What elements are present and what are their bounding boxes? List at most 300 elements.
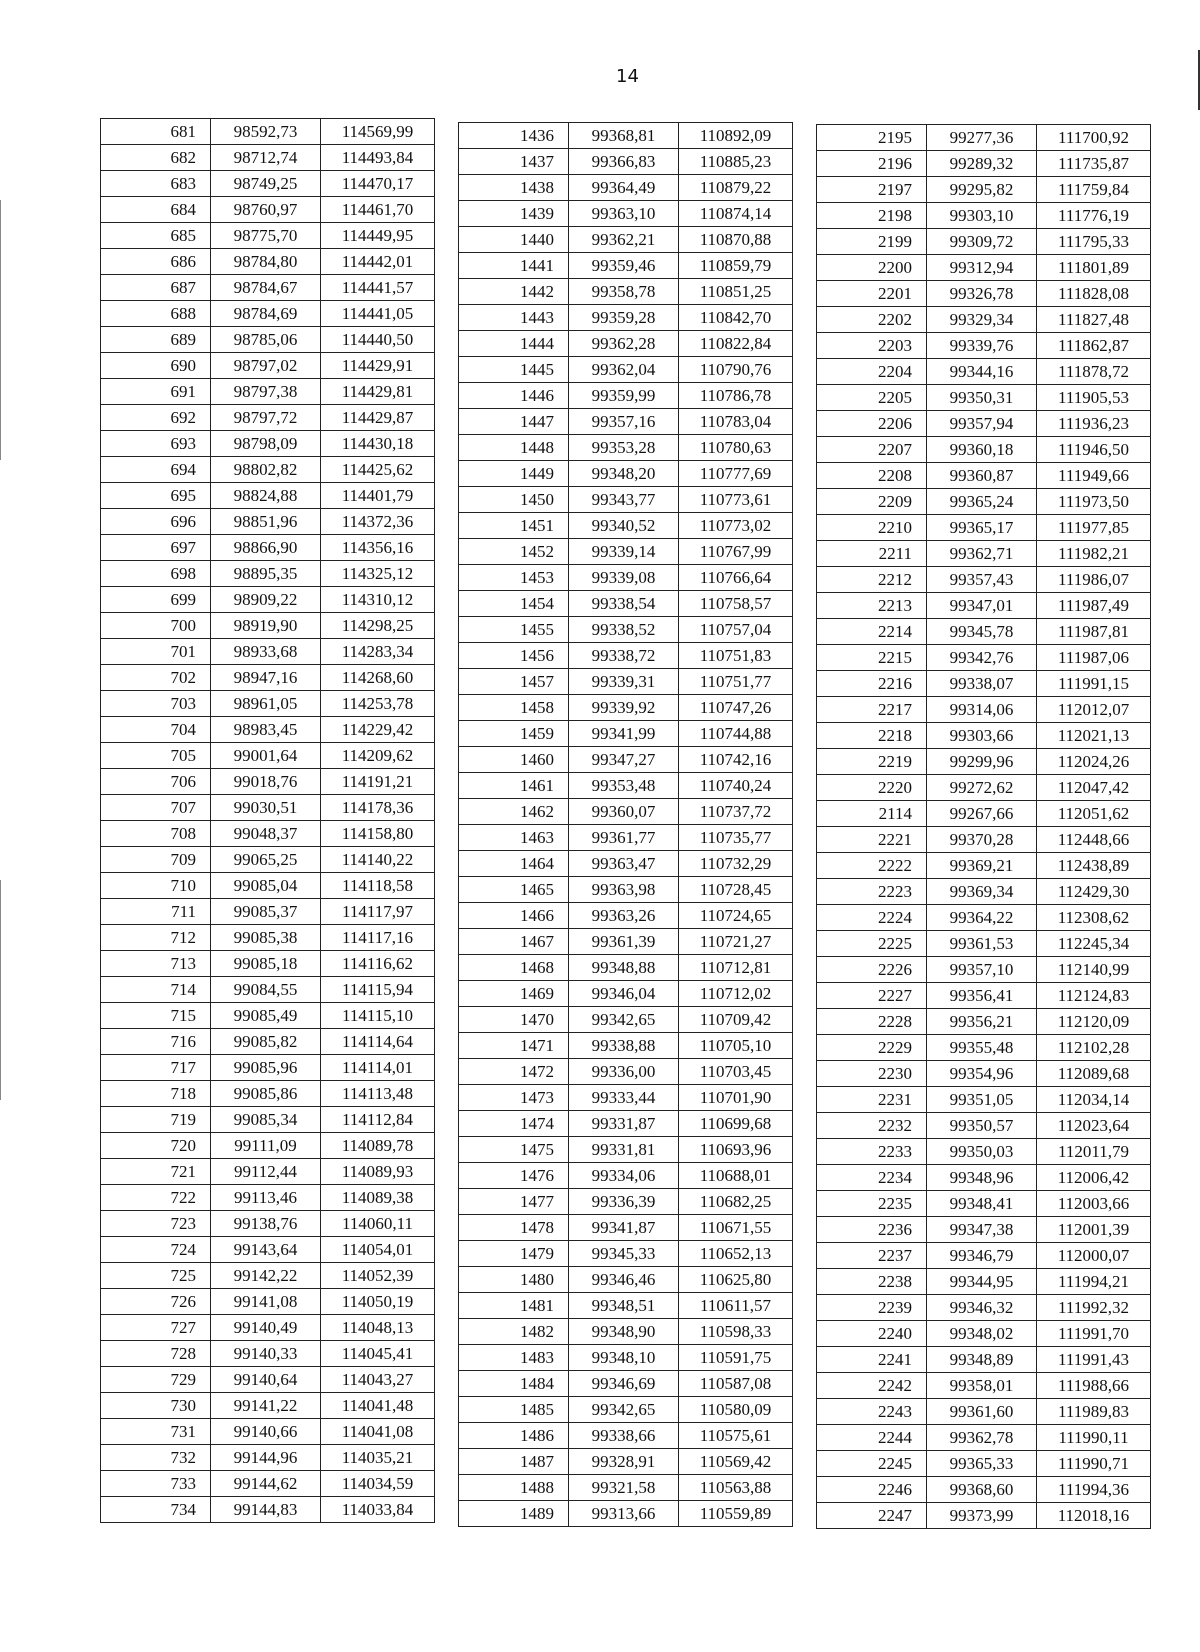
table-row [459, 1189, 793, 1215]
y-coordinate-cell: 110822,84 [679, 331, 793, 357]
x-coordinate-cell: 99338,66 [569, 1423, 679, 1449]
y-coordinate-cell: 111990,11 [1037, 1425, 1151, 1451]
y-coordinate-cell: 114035,21 [321, 1445, 435, 1471]
x-coordinate-cell: 99344,16 [927, 359, 1037, 385]
x-coordinate-cell: 98909,22 [211, 587, 321, 613]
x-coordinate-cell: 99140,33 [211, 1341, 321, 1367]
y-coordinate-cell: 114116,62 [321, 951, 435, 977]
table-row [101, 613, 435, 639]
x-coordinate-cell: 99295,82 [927, 177, 1037, 203]
point-number-cell: 719 [101, 1107, 211, 1133]
point-number-cell: 1447 [459, 409, 569, 435]
y-coordinate-cell: 110688,01 [679, 1163, 793, 1189]
point-number-cell: 1477 [459, 1189, 569, 1215]
point-number-cell: 696 [101, 509, 211, 535]
point-number-cell: 2221 [817, 827, 927, 853]
x-coordinate-cell: 99362,04 [569, 357, 679, 383]
table-row [459, 747, 793, 773]
x-coordinate-cell: 99348,88 [569, 955, 679, 981]
table-row [817, 489, 1151, 515]
point-number-cell: 2226 [817, 957, 927, 983]
table-row [459, 1137, 793, 1163]
point-number-cell: 708 [101, 821, 211, 847]
table-row [101, 1211, 435, 1237]
x-coordinate-cell: 98712,74 [211, 145, 321, 171]
table-row [817, 645, 1151, 671]
x-coordinate-cell: 99360,18 [927, 437, 1037, 463]
x-coordinate-cell: 99354,96 [927, 1061, 1037, 1087]
x-coordinate-cell: 99111,09 [211, 1133, 321, 1159]
x-coordinate-cell: 99085,18 [211, 951, 321, 977]
x-coordinate-cell: 99144,83 [211, 1497, 321, 1523]
x-coordinate-cell: 99338,88 [569, 1033, 679, 1059]
point-number-cell: 730 [101, 1393, 211, 1419]
table-row [459, 253, 793, 279]
x-coordinate-cell: 99289,32 [927, 151, 1037, 177]
y-coordinate-cell: 111987,81 [1037, 619, 1151, 645]
table-row [817, 1165, 1151, 1191]
x-coordinate-cell: 99357,94 [927, 411, 1037, 437]
point-number-cell: 1482 [459, 1319, 569, 1345]
table-row [101, 561, 435, 587]
point-number-cell: 687 [101, 275, 211, 301]
point-number-cell: 2114 [817, 801, 927, 827]
point-number-cell: 2220 [817, 775, 927, 801]
point-number-cell: 1454 [459, 591, 569, 617]
y-coordinate-cell: 112003,66 [1037, 1191, 1151, 1217]
x-coordinate-cell: 99363,26 [569, 903, 679, 929]
point-number-cell: 2241 [817, 1347, 927, 1373]
y-coordinate-cell: 111801,89 [1037, 255, 1151, 281]
x-coordinate-cell: 99357,16 [569, 409, 679, 435]
table-row [459, 1215, 793, 1241]
y-coordinate-cell: 111987,06 [1037, 645, 1151, 671]
table-row [817, 333, 1151, 359]
point-number-cell: 733 [101, 1471, 211, 1497]
y-coordinate-cell: 112011,79 [1037, 1139, 1151, 1165]
x-coordinate-cell: 99361,60 [927, 1399, 1037, 1425]
y-coordinate-cell: 110709,42 [679, 1007, 793, 1033]
point-number-cell: 2195 [817, 125, 927, 151]
table-row [101, 1393, 435, 1419]
y-coordinate-cell: 112023,64 [1037, 1113, 1151, 1139]
table-row [459, 565, 793, 591]
table-row [101, 1263, 435, 1289]
x-coordinate-cell: 99356,41 [927, 983, 1037, 1009]
point-number-cell: 1448 [459, 435, 569, 461]
x-coordinate-cell: 99359,46 [569, 253, 679, 279]
point-number-cell: 2205 [817, 385, 927, 411]
y-coordinate-cell: 114048,13 [321, 1315, 435, 1341]
table-row [459, 799, 793, 825]
point-number-cell: 1471 [459, 1033, 569, 1059]
x-coordinate-cell: 99326,78 [927, 281, 1037, 307]
table-row [459, 1163, 793, 1189]
y-coordinate-cell: 114158,80 [321, 821, 435, 847]
x-coordinate-cell: 99141,08 [211, 1289, 321, 1315]
point-number-cell: 2227 [817, 983, 927, 1009]
y-coordinate-cell: 110790,76 [679, 357, 793, 383]
y-coordinate-cell: 112245,34 [1037, 931, 1151, 957]
table-row [459, 227, 793, 253]
x-coordinate-cell: 98798,09 [211, 431, 321, 457]
y-coordinate-cell: 110879,22 [679, 175, 793, 201]
point-number-cell: 2231 [817, 1087, 927, 1113]
x-coordinate-cell: 99361,39 [569, 929, 679, 955]
point-number-cell: 2204 [817, 359, 927, 385]
x-coordinate-cell: 99348,90 [569, 1319, 679, 1345]
x-coordinate-cell: 99347,38 [927, 1217, 1037, 1243]
point-number-cell: 2247 [817, 1503, 927, 1529]
y-coordinate-cell: 114325,12 [321, 561, 435, 587]
y-coordinate-cell: 112034,14 [1037, 1087, 1151, 1113]
table-row [459, 513, 793, 539]
y-coordinate-cell: 110777,69 [679, 461, 793, 487]
point-number-cell: 703 [101, 691, 211, 717]
y-coordinate-cell: 114470,17 [321, 171, 435, 197]
y-coordinate-cell: 110851,25 [679, 279, 793, 305]
y-coordinate-cell: 114268,60 [321, 665, 435, 691]
table-row [459, 123, 793, 149]
x-coordinate-cell: 99361,53 [927, 931, 1037, 957]
point-number-cell: 1461 [459, 773, 569, 799]
point-number-cell: 1456 [459, 643, 569, 669]
table-row [817, 775, 1151, 801]
point-number-cell: 1463 [459, 825, 569, 851]
y-coordinate-cell: 110682,25 [679, 1189, 793, 1215]
table-row [459, 851, 793, 877]
y-coordinate-cell: 114229,42 [321, 717, 435, 743]
table-row [817, 255, 1151, 281]
y-coordinate-cell: 114310,12 [321, 587, 435, 613]
table-row [459, 929, 793, 955]
point-number-cell: 1480 [459, 1267, 569, 1293]
table-row [101, 717, 435, 743]
x-coordinate-cell: 99364,49 [569, 175, 679, 201]
point-number-cell: 2245 [817, 1451, 927, 1477]
x-coordinate-cell: 99143,64 [211, 1237, 321, 1263]
point-number-cell: 683 [101, 171, 211, 197]
table-row [101, 145, 435, 171]
y-coordinate-cell: 110780,63 [679, 435, 793, 461]
y-coordinate-cell: 111828,08 [1037, 281, 1151, 307]
point-number-cell: 2196 [817, 151, 927, 177]
point-number-cell: 1466 [459, 903, 569, 929]
table-row [459, 643, 793, 669]
point-number-cell: 2222 [817, 853, 927, 879]
point-number-cell: 1485 [459, 1397, 569, 1423]
point-number-cell: 732 [101, 1445, 211, 1471]
table-row [459, 175, 793, 201]
y-coordinate-cell: 112438,89 [1037, 853, 1151, 879]
point-number-cell: 707 [101, 795, 211, 821]
y-coordinate-cell: 114441,57 [321, 275, 435, 301]
table-row [459, 1085, 793, 1111]
y-coordinate-cell: 110587,08 [679, 1371, 793, 1397]
table-row [817, 1451, 1151, 1477]
point-number-cell: 684 [101, 197, 211, 223]
point-number-cell: 2218 [817, 723, 927, 749]
y-coordinate-cell: 111973,50 [1037, 489, 1151, 515]
point-number-cell: 723 [101, 1211, 211, 1237]
table-row [459, 461, 793, 487]
x-coordinate-cell: 99365,33 [927, 1451, 1037, 1477]
table-row [817, 1087, 1151, 1113]
y-coordinate-cell: 114112,84 [321, 1107, 435, 1133]
table-row [817, 853, 1151, 879]
point-number-cell: 1460 [459, 747, 569, 773]
table-row [459, 1423, 793, 1449]
y-coordinate-cell: 114178,36 [321, 795, 435, 821]
table-row [817, 411, 1151, 437]
x-coordinate-cell: 99346,04 [569, 981, 679, 1007]
x-coordinate-cell: 99359,28 [569, 305, 679, 331]
table-row [817, 593, 1151, 619]
y-coordinate-cell: 110701,90 [679, 1085, 793, 1111]
y-coordinate-cell: 112124,83 [1037, 983, 1151, 1009]
table-row [459, 1007, 793, 1033]
point-number-cell: 1450 [459, 487, 569, 513]
x-coordinate-cell: 99339,31 [569, 669, 679, 695]
point-number-cell: 2235 [817, 1191, 927, 1217]
point-number-cell: 1486 [459, 1423, 569, 1449]
y-coordinate-cell: 114089,78 [321, 1133, 435, 1159]
x-coordinate-cell: 99313,66 [569, 1501, 679, 1527]
point-number-cell: 2242 [817, 1373, 927, 1399]
table-row [459, 1319, 793, 1345]
x-coordinate-cell: 99351,05 [927, 1087, 1037, 1113]
table-row [101, 925, 435, 951]
table-row [817, 307, 1151, 333]
point-number-cell: 1449 [459, 461, 569, 487]
table-row [101, 275, 435, 301]
x-coordinate-cell: 99085,37 [211, 899, 321, 925]
x-coordinate-cell: 99342,76 [927, 645, 1037, 671]
point-number-cell: 699 [101, 587, 211, 613]
y-coordinate-cell: 114283,34 [321, 639, 435, 665]
page-number: 14 [616, 66, 639, 87]
y-coordinate-cell: 110625,80 [679, 1267, 793, 1293]
x-coordinate-cell: 99362,78 [927, 1425, 1037, 1451]
x-coordinate-cell: 99144,96 [211, 1445, 321, 1471]
x-coordinate-cell: 99018,76 [211, 769, 321, 795]
point-number-cell: 1475 [459, 1137, 569, 1163]
table-row [459, 201, 793, 227]
y-coordinate-cell: 114401,79 [321, 483, 435, 509]
y-coordinate-cell: 111878,72 [1037, 359, 1151, 385]
x-coordinate-cell: 99267,66 [927, 801, 1037, 827]
y-coordinate-cell: 110580,09 [679, 1397, 793, 1423]
x-coordinate-cell: 99365,24 [927, 489, 1037, 515]
table-row [459, 1397, 793, 1423]
x-coordinate-cell: 99340,52 [569, 513, 679, 539]
point-number-cell: 1443 [459, 305, 569, 331]
point-number-cell: 2229 [817, 1035, 927, 1061]
y-coordinate-cell: 111994,21 [1037, 1269, 1151, 1295]
point-number-cell: 2228 [817, 1009, 927, 1035]
point-number-cell: 2206 [817, 411, 927, 437]
y-coordinate-cell: 114033,84 [321, 1497, 435, 1523]
y-coordinate-cell: 110652,13 [679, 1241, 793, 1267]
x-coordinate-cell: 99342,65 [569, 1007, 679, 1033]
x-coordinate-cell: 99140,66 [211, 1419, 321, 1445]
y-coordinate-cell: 111735,87 [1037, 151, 1151, 177]
point-number-cell: 682 [101, 145, 211, 171]
y-coordinate-cell: 110773,61 [679, 487, 793, 513]
x-coordinate-cell: 98785,06 [211, 327, 321, 353]
point-number-cell: 2243 [817, 1399, 927, 1425]
y-coordinate-cell: 112021,13 [1037, 723, 1151, 749]
table-row [459, 1449, 793, 1475]
y-coordinate-cell: 110671,55 [679, 1215, 793, 1241]
point-number-cell: 1440 [459, 227, 569, 253]
point-number-cell: 731 [101, 1419, 211, 1445]
point-number-cell: 1441 [459, 253, 569, 279]
y-coordinate-cell: 111936,23 [1037, 411, 1151, 437]
x-coordinate-cell: 99370,28 [927, 827, 1037, 853]
x-coordinate-cell: 99347,27 [569, 747, 679, 773]
table-row [459, 539, 793, 565]
x-coordinate-cell: 99360,87 [927, 463, 1037, 489]
table-row [101, 119, 435, 145]
x-coordinate-cell: 99140,49 [211, 1315, 321, 1341]
y-coordinate-cell: 110757,04 [679, 617, 793, 643]
point-number-cell: 2210 [817, 515, 927, 541]
point-number-cell: 1488 [459, 1475, 569, 1501]
y-coordinate-cell: 114041,48 [321, 1393, 435, 1419]
table-row [817, 1113, 1151, 1139]
y-coordinate-cell: 110874,14 [679, 201, 793, 227]
x-coordinate-cell: 99348,51 [569, 1293, 679, 1319]
y-coordinate-cell: 110892,09 [679, 123, 793, 149]
x-coordinate-cell: 99334,06 [569, 1163, 679, 1189]
y-coordinate-cell: 114114,01 [321, 1055, 435, 1081]
point-number-cell: 1442 [459, 279, 569, 305]
table-row [101, 301, 435, 327]
table-row [101, 587, 435, 613]
point-number-cell: 716 [101, 1029, 211, 1055]
x-coordinate-cell: 99360,07 [569, 799, 679, 825]
point-number-cell: 722 [101, 1185, 211, 1211]
y-coordinate-cell: 114430,18 [321, 431, 435, 457]
point-number-cell: 2215 [817, 645, 927, 671]
y-coordinate-cell: 114425,62 [321, 457, 435, 483]
table-row [817, 1347, 1151, 1373]
point-number-cell: 695 [101, 483, 211, 509]
x-coordinate-cell: 99348,96 [927, 1165, 1037, 1191]
table-row [101, 1029, 435, 1055]
point-number-cell: 1439 [459, 201, 569, 227]
table-row [101, 1289, 435, 1315]
table-row [459, 669, 793, 695]
y-coordinate-cell: 114209,62 [321, 743, 435, 769]
x-coordinate-cell: 99338,54 [569, 591, 679, 617]
point-number-cell: 1438 [459, 175, 569, 201]
table-row [459, 877, 793, 903]
y-coordinate-cell: 110724,65 [679, 903, 793, 929]
y-coordinate-cell: 112001,39 [1037, 1217, 1151, 1243]
table-row [101, 1367, 435, 1393]
x-coordinate-cell: 99272,62 [927, 775, 1037, 801]
x-coordinate-cell: 99085,86 [211, 1081, 321, 1107]
point-number-cell: 2213 [817, 593, 927, 619]
y-coordinate-cell: 110699,68 [679, 1111, 793, 1137]
y-coordinate-cell: 111905,53 [1037, 385, 1151, 411]
y-coordinate-cell: 110751,77 [679, 669, 793, 695]
point-number-cell: 1453 [459, 565, 569, 591]
x-coordinate-cell: 99341,99 [569, 721, 679, 747]
table-row [817, 957, 1151, 983]
point-number-cell: 1444 [459, 331, 569, 357]
y-coordinate-cell: 110737,72 [679, 799, 793, 825]
y-coordinate-cell: 111992,32 [1037, 1295, 1151, 1321]
y-coordinate-cell: 111989,83 [1037, 1399, 1151, 1425]
point-number-cell: 2199 [817, 229, 927, 255]
x-coordinate-cell: 99348,02 [927, 1321, 1037, 1347]
table-row [817, 827, 1151, 853]
y-coordinate-cell: 114372,36 [321, 509, 435, 535]
point-number-cell: 701 [101, 639, 211, 665]
table-row [101, 1003, 435, 1029]
point-number-cell: 681 [101, 119, 211, 145]
x-coordinate-cell: 99355,48 [927, 1035, 1037, 1061]
x-coordinate-cell: 99030,51 [211, 795, 321, 821]
y-coordinate-cell: 110591,75 [679, 1345, 793, 1371]
x-coordinate-cell: 98983,45 [211, 717, 321, 743]
table-row [817, 541, 1151, 567]
point-number-cell: 2200 [817, 255, 927, 281]
point-number-cell: 710 [101, 873, 211, 899]
y-coordinate-cell: 111946,50 [1037, 437, 1151, 463]
table-row [459, 409, 793, 435]
table-row [459, 435, 793, 461]
y-coordinate-cell: 110747,26 [679, 695, 793, 721]
y-coordinate-cell: 114429,91 [321, 353, 435, 379]
table-row [817, 125, 1151, 151]
table-row [459, 487, 793, 513]
table-row [101, 1497, 435, 1523]
x-coordinate-cell: 99346,69 [569, 1371, 679, 1397]
y-coordinate-cell: 114429,87 [321, 405, 435, 431]
x-coordinate-cell: 99358,01 [927, 1373, 1037, 1399]
point-number-cell: 2202 [817, 307, 927, 333]
point-number-cell: 1465 [459, 877, 569, 903]
y-coordinate-cell: 110766,64 [679, 565, 793, 591]
point-number-cell: 2238 [817, 1269, 927, 1295]
x-coordinate-cell: 98851,96 [211, 509, 321, 535]
table-row [459, 955, 793, 981]
table-row [101, 821, 435, 847]
x-coordinate-cell: 99365,17 [927, 515, 1037, 541]
point-number-cell: 691 [101, 379, 211, 405]
table-row [459, 695, 793, 721]
y-coordinate-cell: 114089,93 [321, 1159, 435, 1185]
y-coordinate-cell: 112429,30 [1037, 879, 1151, 905]
point-number-cell: 712 [101, 925, 211, 951]
point-number-cell: 2203 [817, 333, 927, 359]
point-number-cell: 1467 [459, 929, 569, 955]
x-coordinate-cell: 99113,46 [211, 1185, 321, 1211]
x-coordinate-cell: 98866,90 [211, 535, 321, 561]
table-row [101, 1107, 435, 1133]
x-coordinate-cell: 99329,34 [927, 307, 1037, 333]
x-coordinate-cell: 98947,16 [211, 665, 321, 691]
table-row [817, 619, 1151, 645]
x-coordinate-cell: 99348,20 [569, 461, 679, 487]
x-coordinate-cell: 99144,62 [211, 1471, 321, 1497]
table-row [459, 1241, 793, 1267]
x-coordinate-cell: 99138,76 [211, 1211, 321, 1237]
